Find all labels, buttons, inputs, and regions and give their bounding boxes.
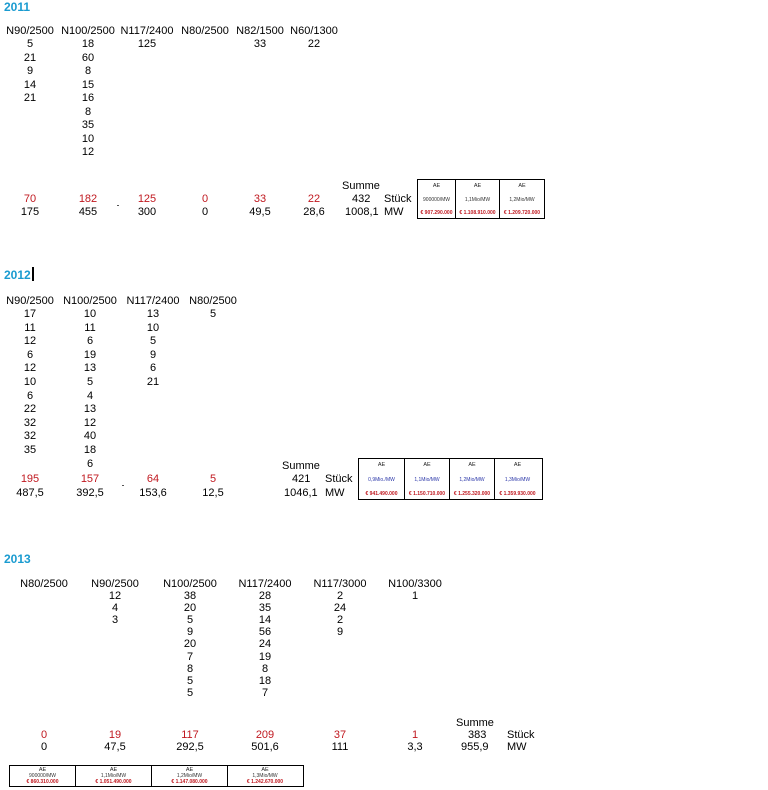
table-cell: 4 [111, 602, 119, 614]
table-cell: 18 [83, 444, 97, 456]
table-cell: 38 [183, 590, 197, 602]
ae-title: AE [109, 767, 118, 773]
table-cell: 13 [83, 403, 97, 415]
table-cell: 8 [186, 663, 194, 675]
ae-title: AE [38, 767, 47, 773]
table-cell: 8 [261, 663, 269, 675]
ae-title: AE [377, 462, 386, 468]
table-cell: 6 [149, 362, 157, 374]
ae-euro: € 1.255.320.000 [453, 491, 491, 497]
column-mw: 0 [201, 206, 209, 218]
column-header: N100/2500 [63, 295, 117, 307]
table-cell: 15 [81, 79, 95, 91]
table-cell: 22 [307, 38, 321, 50]
ae-rate: 900000/MW [29, 773, 56, 779]
column-mw: 392,5 [76, 487, 104, 499]
table-cell: 3 [111, 614, 119, 626]
table-cell: 6 [86, 458, 94, 470]
table-cell: 11 [84, 322, 96, 334]
summe-label-2013: Summe [456, 717, 494, 729]
ae-rate: 1,1Mio/MW [414, 476, 440, 483]
table-cell: 2 [336, 590, 344, 602]
text-cursor [32, 267, 34, 281]
table-cell: 32 [23, 430, 37, 442]
ae-box [418, 180, 456, 218]
table-cell: 5 [186, 687, 194, 699]
table-cell: 21 [23, 52, 37, 64]
table-cell: 8 [84, 106, 92, 118]
ae-box [10, 766, 76, 786]
year-heading-2011: 2011 [4, 0, 31, 14]
stueck-label-2013: Stück [507, 729, 535, 741]
ae-box [405, 459, 450, 499]
ae-euro: € 1.242.670.000 [246, 779, 284, 785]
table-cell: 12 [83, 417, 97, 429]
column-header: N100/3300 [388, 578, 442, 590]
column-total: 70 [23, 193, 37, 205]
column-mw: 47,5 [104, 741, 126, 753]
column-mw: 3,3 [407, 741, 423, 753]
mw-unit-2012: MW [325, 487, 345, 499]
table-cell: 10 [83, 308, 97, 320]
column-mw: 0 [40, 741, 48, 753]
column-header: N80/2500 [20, 578, 68, 590]
table-cell: 6 [86, 335, 94, 347]
ae-rate: 1,3Mio/MW [252, 773, 278, 779]
column-mw: 292,5 [176, 741, 204, 753]
column-total: 0 [201, 193, 209, 205]
ae-box-group-2012 [358, 458, 543, 500]
column-header: N100/2500 [61, 25, 115, 37]
stueck-label-2012: Stück [325, 473, 353, 485]
year-heading-2013: 2013 [4, 552, 31, 566]
column-header: N90/2500 [91, 578, 139, 590]
table-cell: 10 [23, 376, 37, 388]
column-header: N80/2500 [189, 295, 237, 307]
column-mw: 455 [78, 206, 98, 218]
ae-box [456, 180, 500, 218]
table-cell: 24 [258, 638, 272, 650]
ae-box [495, 459, 540, 499]
column-mw: 300 [137, 206, 157, 218]
ae-euro: € 1.209.720.000 [503, 210, 541, 216]
ae-title: AE [423, 462, 431, 468]
table-cell: 28 [258, 590, 272, 602]
table-cell: 6 [26, 349, 34, 361]
column-total: 117 [181, 729, 199, 741]
column-total: 22 [307, 193, 321, 205]
column-mw: 175 [20, 206, 40, 218]
table-cell: 12 [81, 146, 95, 158]
summe-mw-2013: 955,9 [461, 741, 489, 753]
column-header: N90/2500 [6, 295, 54, 307]
table-cell: 5 [186, 675, 194, 687]
column-header: N117/3000 [313, 578, 367, 590]
table-cell: 17 [23, 308, 37, 320]
column-total: 125 [137, 193, 157, 205]
ae-rate: 0,9Mio./MW [368, 476, 395, 483]
table-cell: 33 [253, 38, 267, 50]
table-cell: 9 [149, 349, 157, 361]
table-cell: 10 [146, 322, 160, 334]
column-header: N60/1300 [290, 25, 338, 37]
table-cell: 4 [86, 390, 94, 402]
table-cell: 14 [258, 614, 272, 626]
column-header: N117/2400 [120, 25, 174, 37]
column-header: N117/2400 [238, 578, 292, 590]
table-cell: 13 [83, 362, 97, 374]
table-cell: 12 [23, 362, 37, 374]
ae-box [500, 180, 544, 218]
summe-mw-2011: 1008,1 [345, 206, 379, 218]
ae-box [228, 766, 302, 786]
table-cell: 24 [333, 602, 347, 614]
table-cell: 9 [26, 65, 34, 77]
stray-mark [117, 205, 119, 206]
column-total: 37 [333, 729, 347, 741]
column-total: 1 [411, 729, 419, 741]
table-cell: 12 [108, 590, 122, 602]
ae-euro: € 907.290.000 [420, 210, 453, 216]
column-header: N82/1500 [236, 25, 284, 37]
ae-title: AE [185, 767, 194, 773]
ae-euro: € 1.150.710.000 [408, 491, 446, 497]
mw-unit-2013: MW [507, 741, 527, 753]
table-cell: 35 [258, 602, 272, 614]
table-cell: 16 [81, 92, 95, 104]
table-cell: 35 [23, 444, 37, 456]
column-mw: 12,5 [202, 487, 224, 499]
table-cell: 125 [137, 38, 157, 50]
table-cell: 7 [261, 687, 269, 699]
table-cell: 5 [86, 376, 94, 388]
table-cell: 20 [183, 602, 197, 614]
stray-mark [122, 485, 124, 486]
summe-label-2012: Summe [282, 460, 320, 472]
table-cell: 12 [23, 335, 37, 347]
column-mw: 49,5 [249, 206, 271, 218]
table-cell: 20 [183, 638, 197, 650]
stueck-label-2011: Stück [384, 193, 412, 205]
table-cell: 5 [26, 38, 34, 50]
summe-mw-2012: 1046,1 [284, 487, 318, 499]
summe-value-2011: 432 [352, 193, 371, 205]
column-total: 64 [146, 473, 160, 485]
table-cell: 18 [258, 675, 272, 687]
column-header: N117/2400 [126, 295, 180, 307]
column-total: 182 [78, 193, 98, 205]
ae-rate: 1,3Mio/MW [504, 476, 531, 483]
table-cell: 2 [336, 614, 344, 626]
ae-rate: 1,1Mio/MW [464, 196, 491, 203]
table-cell: 5 [186, 614, 194, 626]
table-cell: 5 [149, 335, 157, 347]
ae-title: AE [518, 183, 526, 189]
ae-euro: € 1.147.080.000 [171, 779, 208, 785]
ae-rate: 1,2Mio/MW [176, 773, 203, 779]
table-cell: 6 [26, 390, 34, 402]
table-cell: 13 [146, 308, 160, 320]
column-mw: 501,6 [251, 741, 279, 753]
column-mw: 487,5 [16, 487, 44, 499]
ae-title: AE [468, 462, 476, 468]
table-cell: 19 [83, 349, 97, 361]
ae-euro: € 1.108.910.000 [459, 210, 496, 216]
ae-euro: € 941.490.000 [365, 491, 398, 497]
table-cell: 18 [81, 38, 95, 50]
year-heading-2012: 2012 [4, 268, 31, 282]
table-cell: 40 [83, 430, 97, 442]
table-cell: 5 [209, 308, 217, 320]
ae-box [359, 459, 405, 499]
table-cell: 22 [23, 403, 37, 415]
table-cell: 7 [186, 651, 194, 663]
ae-title: AE [513, 462, 522, 468]
column-header: N100/2500 [163, 578, 217, 590]
table-cell: 9 [336, 626, 344, 638]
table-cell: 35 [81, 119, 95, 131]
table-cell: 14 [23, 79, 37, 91]
ae-box-group-2013 [9, 765, 304, 787]
column-total: 33 [253, 193, 267, 205]
column-total: 5 [209, 473, 217, 485]
table-cell: 32 [23, 417, 37, 429]
table-cell: 56 [258, 626, 272, 638]
ae-box-group-2011 [417, 179, 545, 219]
column-total: 19 [108, 729, 122, 741]
table-cell: 60 [81, 52, 95, 64]
table-cell: 1 [411, 590, 419, 602]
table-cell: 21 [23, 92, 37, 104]
ae-rate: 900000/MW [423, 196, 450, 203]
ae-euro: € 1.359.930.000 [499, 491, 536, 497]
column-mw: 111 [331, 741, 349, 753]
column-mw: 153,6 [139, 487, 167, 499]
table-cell: 10 [81, 133, 95, 145]
ae-box [450, 459, 495, 499]
table-cell: 19 [258, 651, 272, 663]
ae-box [152, 766, 228, 786]
table-cell: 11 [24, 322, 36, 334]
ae-title: AE [473, 183, 482, 189]
column-total: 209 [255, 729, 275, 741]
column-header: N90/2500 [6, 25, 54, 37]
mw-unit-2011: MW [384, 206, 404, 218]
ae-rate: 1,1Mio/MW [100, 773, 127, 779]
ae-title: AE [261, 767, 269, 773]
column-mw: 28,6 [303, 206, 325, 218]
ae-euro: € 1.051.490.000 [95, 779, 132, 785]
column-total: 195 [20, 473, 40, 485]
table-cell: 21 [146, 376, 160, 388]
column-total: 0 [40, 729, 48, 741]
column-header: N80/2500 [181, 25, 229, 37]
ae-title: AE [432, 183, 441, 189]
table-cell: 8 [84, 65, 92, 77]
summe-value-2013: 383 [468, 729, 487, 741]
ae-rate: 1,2Mio/MW [459, 476, 485, 483]
summe-value-2012: 421 [292, 473, 311, 485]
ae-rate: 1,2Mio/MW [509, 196, 535, 203]
table-cell: 9 [186, 626, 194, 638]
summe-label-2011: Summe [342, 180, 380, 192]
ae-euro: € 860.310.000 [26, 779, 59, 785]
column-total: 157 [80, 473, 100, 485]
ae-box [76, 766, 152, 786]
